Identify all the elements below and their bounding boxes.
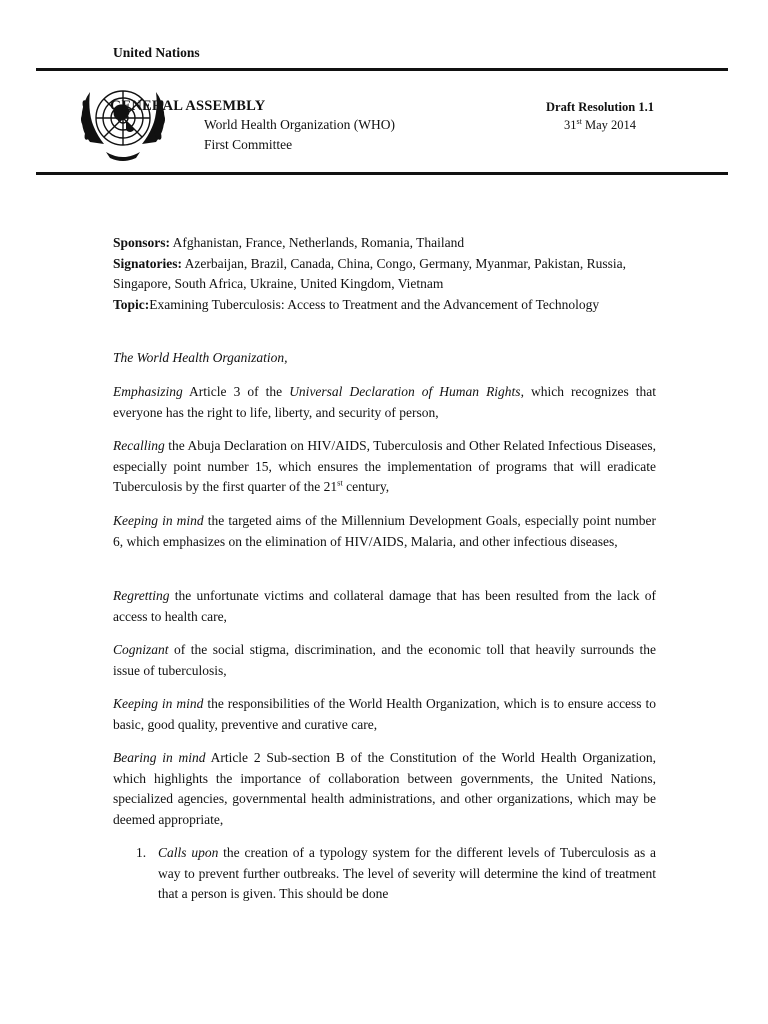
preamble-heading: The World Health Organization,	[113, 350, 288, 365]
header-top-rule	[36, 68, 728, 71]
resolution-metadata	[113, 233, 656, 315]
sponsors-line: Sponsors: Afghanistan, France, Netherlands, Romania, Thailand	[113, 235, 465, 250]
preamble-clause: Keeping in mind the responsibilities of the World Health Organization, which is to ensure access to basic, good quality, preventive and curative care,	[113, 696, 656, 732]
un-emblem-icon	[76, 78, 170, 166]
org-label: United Nations	[113, 45, 200, 60]
preamble-clause: Emphasizing Article 3 of the Universal Declaration of Human Rights, which recognizes that everyone has the right to life, liberty, and security of person,	[113, 384, 657, 420]
resolution-date: 31st May 2014	[564, 116, 637, 132]
clause-number: 1.	[136, 845, 147, 860]
preamble-clause: Bearing in mind Article 2 Sub-section B of the Constitution of the World Health Organization, which highlights the importance of collaboration between governments, the United Nations, specialized agencies, governmental health administrations, and other organizations, which may be deemed appropriate,	[113, 750, 656, 827]
header-bottom-rule	[36, 172, 728, 175]
preamble-clause: Cognizant of the social stigma, discrimination, and the economic toll that heavily surrounds the issue of tuberculosis,	[113, 642, 656, 678]
preamble-clause: Recalling the Abuja Declaration on HIV/AIDS, Tuberculosis and Other Related Infectious Diseases, especially point number 15, which ensures the implementation of programs that will eradicate Tuberculosis by the first quarter of the 21st century,	[113, 438, 656, 494]
signatories-line: Signatories: Azerbaijan, Brazil, Canada, China, Congo, Germany, Myanmar, Pakistan, Russia, Singapore, South Africa, Ukraine, United Kingdom, Vietnam	[113, 255, 626, 291]
committee-subtitle: First Committee	[204, 137, 293, 152]
general-assembly-title: GENERAL ASSEMBLY	[110, 98, 266, 114]
preamble-clause: Regretting the unfortunate victims and collateral damage that has been resulted from the lack of access to health care,	[113, 588, 656, 624]
resolution-number: Draft Resolution 1.1	[546, 100, 654, 114]
preamble-clause: Keeping in mind the targeted aims of the Millennium Development Goals, especially point number 6, which emphasizes on the elimination of HIV/AIDS, Malaria, and other infectious diseases,	[113, 513, 656, 549]
document-page: United Nations GENERAL ASSEMBLY World Health Organization (WHO) First Committee Draft Resolution 1.1 31st May 2014 Sponsors: Afghanistan, France, Netherlands, Romania, Thailand Signatories: Azerbaijan, Brazil, Canada, China, Congo, Germany, Myanmar, Pakistan, Russia, Singapore, South Africa, Ukraine, United Kingdom, Vietnam Topic:Examining Tuberculosis: Access to Treatment and the Advancement of Technology The World Health Organization, Emphasizing Article 3 of the Universal Declaration of Human Rights, which recognizes that everyone has the right to life, liberty, and security of person, Recalling the Abuja Declaration on HIV/AIDS, Tuberculosis and Other Related Infectious Diseases, especially point number 15, which ensures the implementation of programs that will eradicate Tuberculosis by the first quarter of the 21st century, Keeping in mind the targeted aims of the Millennium Development Goals, especially point number 6, which emphasizes on the elimination of HIV/AIDS, Malaria, and other infectious diseases, Regretting the unfortunate victims and collateral damage that has been resulted from the lack of access to health care, Cognizant of the social stigma, discrimination, and the economic toll that heavily surrounds the issue of tuberculosis, Keeping in mind the responsibilities of the World Health Organization, which is to ensure access to basic, good quality, preventive and curative care, Bearing in mind Article 2 Sub-section B of the Constitution of the World Health Organization, which highlights the importance of collaboration between governments, the United Nations, specialized agencies, governmental health administrations, and other organizations, which may be deemed appropriate, 1. Calls upon the creation of a typology system for the different levels of Tuberculosis as a way to prevent further outbreaks. The level of severity will determine the kind of treatment that a person is given. This should be done	[0, 0, 768, 1024]
topic-line: Topic:Examining Tuberculosis: Access to Treatment and the Advancement of Technology	[113, 296, 600, 312]
committee-name: World Health Organization (WHO)	[204, 117, 395, 132]
